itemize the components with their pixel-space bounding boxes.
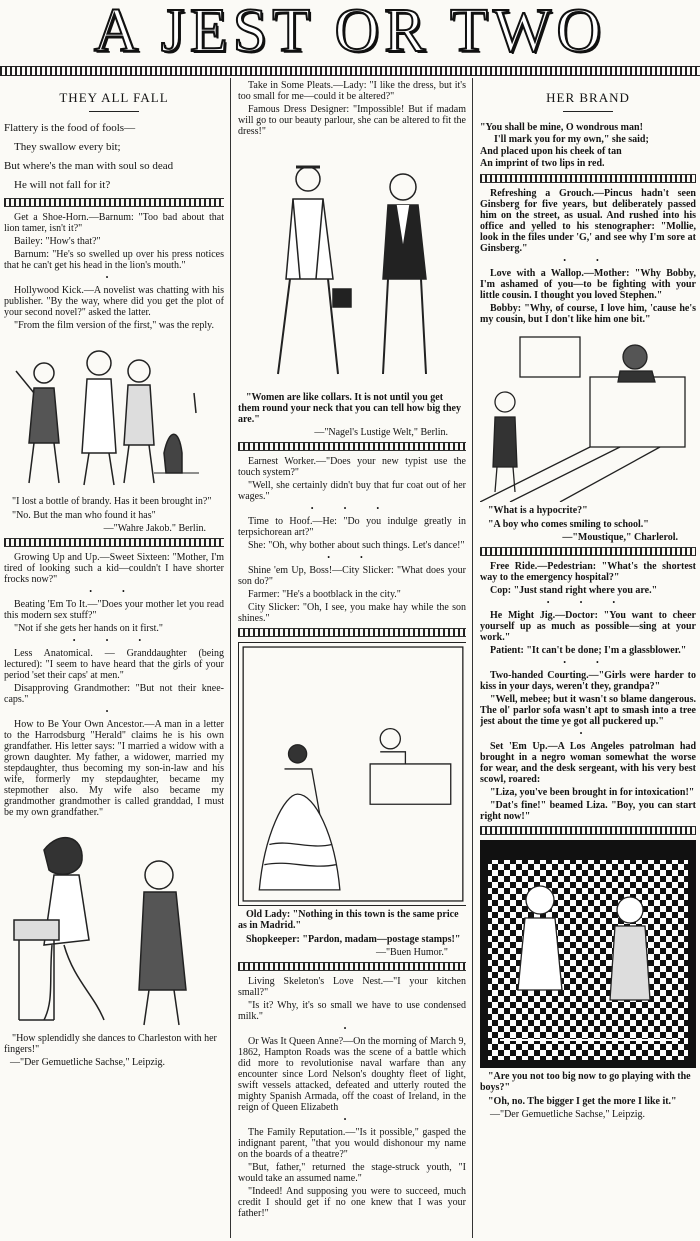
divider [563,111,613,112]
section-divider [480,547,696,556]
cartoon-shop-illustration [238,642,466,906]
dot-separator: • • [563,256,613,265]
dot-separator: • • • [546,598,630,607]
poem-line: He will not fall for it? [14,179,111,191]
dot-separator: • [105,273,123,282]
section-divider [480,174,696,183]
jest-paragraph: Bobby: "Why, of course, I love him, 'cause he's my cousin, but I don't like him one bit." [480,303,696,325]
poem-line: I'll mark you for my own," she said; [494,134,649,145]
column-2 [238,80,466,1238]
dot-separator: • [343,1024,361,1033]
cartoon-typist-illustration [4,820,224,1030]
jest-paragraph: Growing Up and Up.—Sweet Sixteen: "Mother, I'm tired of looking such a kid—couldn't I have shorter frocks now?" [4,552,224,585]
jest-paragraph: City Slicker: "Oh, I see, you make hay while the son shines." [238,602,466,624]
jest-paragraph: Bailey: "How's that?" [14,236,101,247]
jest-paragraph: Barnum: "He's so swelled up over his press notices that he can't get his head in the lion's mouth." [4,249,224,271]
caption: "Oh, no. The bigger I get the more I like it." [488,1096,677,1107]
cartoon-dandies-illustration [238,139,466,389]
section-divider [238,442,466,451]
credit: —"Der Gemuetliche Sachse," Leipzig. [490,1109,646,1120]
section-divider [4,198,224,207]
credit: —"Der Gemuetliche Sachse," Leipzig. [10,1057,166,1068]
caption: "Are you not too big now to go playing with the boys?" [480,1071,691,1093]
jest-paragraph: Hollywood Kick.—A novelist was chatting with his publisher. "By the way, where did you get the plot of your second novel?" asked the latter. [4,285,224,318]
jest-paragraph: "Dat's fine!" beamed Liza. "Boy, you can start right now!" [480,800,696,822]
dot-separator: • • [89,587,139,596]
page-title: A JEST OR TWO [93,0,607,65]
jest-paragraph: Get a Shoe-Horn.—Barnum: "Too bad about that lion tamer, isn't it?" [4,212,224,234]
column-rule [230,78,231,1238]
caption: "No. But the man who found it has" [12,510,156,521]
jest-paragraph: Shine 'em Up, Boss!—City Slicker: "What does your son do?" [238,565,466,587]
section-heading: THEY ALL FALL [59,90,169,105]
jest-paragraph: Love with a Wallop.—Mother: "Why Bobby, I'm ashamed of you—to be fighting with your little cousin. I thought you loved Stephen." [480,268,696,301]
caption: "Women are like collars. It is not until you get them round your neck that you can tell how big they are." [238,392,461,425]
jest-paragraph: Set 'Em Up.—A Los Angeles patrolman had brought in a negro woman somewhat the worse for wear, and the desk sergeant, with his very best scowl, roared: [480,741,696,785]
jest-paragraph: Earnest Worker.—"Does your new typist use the touch system?" [238,456,466,478]
jest-paragraph: Famous Dress Designer: "Impossible! But if madam will go to our beauty parlour, she can be altered to fit the dress!" [238,104,466,137]
credit: —"Nagel's Lustige Welt," Berlin. [314,427,448,438]
jest-paragraph: How to Be Your Own Ancestor.—A man in a letter to the Harrodsburg "Herald" claims he is his own grandfather. His letter says: "I married a widow with a grown daughter. My father, a widower, married my stepdaughter, thus becoming my son-in-law and his wife, formerly my stepdaughter, became my stepmother also. My wife also became my grandmother grandmother is called granddad, I must be my own grandfather." [4,719,224,818]
jest-paragraph: Beating 'Em To It.—"Does your mother let you read this modern sex stuff?" [4,599,224,621]
dot-separator: • • • [72,636,156,645]
dot-separator: • [579,729,597,738]
dot-separator: • [343,1115,361,1124]
dot-separator: • • • [310,504,394,513]
jest-paragraph: Or Was It Queen Anne?—On the morning of March 9, 1862, Hampton Roads was the scene of a battle which did more to revolutionise naval warfare than any encounter since Lord Nelson's doughty fleet of light, swift vessels attacked, defeated and utterly routed the mighty Spanish Armada, off the coast of Ireland, in the reign of Queen Elizabeth [238,1036,466,1113]
section-divider [238,962,466,971]
poem-line: And placed upon his cheek of tan [480,146,622,157]
cartoon-schoolboy-illustration [480,327,696,502]
section-heading: HER BRAND [546,90,630,105]
jest-paragraph: "Is it? Why, it's so small we have to use condensed milk." [238,1000,466,1022]
caption: "I lost a bottle of brandy. Has it been brought in?" [12,496,212,507]
poem-line: An imprint of two lips in red. [480,158,605,169]
jest-paragraph: "From the film version of the first," was the reply. [14,320,214,331]
jest-paragraph: "Not if she gets her hands on it first." [14,623,163,634]
dot-separator: • [105,707,123,716]
jest-paragraph: "But, father," returned the stage-struck youth, "I would take an assumed name." [238,1162,466,1184]
jest-paragraph: Farmer: "He's a bootblack in the city." [248,589,401,600]
jest-paragraph: The Family Reputation.—"Is it possible," gasped the indignant parent, "that you would dishonour my name on the boards of a theatre?" [238,1127,466,1160]
jest-paragraph: "Well, mebee; but it wasn't so blame dangerous. The ol' parlor sofa wasn't apt to smash into a tree jest about the time ye got all puckered up." [480,694,696,727]
credit: —"Wahre Jakob." Berlin. [103,523,206,534]
poem-line: But where's the man with soul so dead [4,160,174,172]
jest-paragraph: Refreshing a Grouch.—Pincus hadn't seen Ginsberg for five years, but deliberately passed him on the street, as usual. And rushed into his office and yelled to his stenographer: "Mollie, look in the files under 'G,' and see why I'm sore at Ginsberg." [480,188,696,254]
section-divider [4,538,224,547]
credit: —"Moustique," Charlerol. [562,532,678,543]
divider [89,111,139,112]
jest-paragraph: "Liza, you've been brought in for intoxication!" [490,787,695,798]
credit: —"Buen Humor." [375,947,448,958]
cartoon-checkered-playroom-illustration [480,840,696,1068]
jest-paragraph: Disapproving Grandmother: "But not their knee-caps." [4,683,224,705]
caption: Shopkeeper: "Pardon, madam—postage stamps!" [246,934,461,945]
column-rule [472,78,473,1238]
poem-line: "You shall be mine, O wondrous man! [480,122,643,133]
jest-paragraph: Less Anatomical. — Granddaughter (being lectured): "I seem to have heard that the girls of your period 'set their caps' at men." [4,648,224,681]
poem-line: Flattery is the food of fools— [4,122,136,134]
jest-paragraph: Take in Some Pleats.—Lady: "I like the dress, but it's too small for me—could it be altered?" [238,80,466,102]
column-1 [4,80,224,1238]
jest-paragraph: Two-handed Courting.—"Girls were harder to kiss in your days, weren't they, grandpa?" [480,670,696,692]
dot-separator: • • [327,553,377,562]
section-divider [238,628,466,637]
caption: Old Lady: "Nothing in this town is the same price as in Madrid." [238,909,459,931]
jest-paragraph: Time to Hoof.—He: "Do you indulge greatly in terpsichorean art?" [238,516,466,538]
caption: "How splendidly she dances to Charleston with her fingers!" [4,1033,217,1055]
top-border [0,66,700,76]
jest-paragraph: Cop: "Just stand right where you are." [490,585,658,596]
poem [4,122,224,192]
jest-paragraph: She: "Oh, why bother about such things. Let's dance!" [248,540,465,551]
jest-paragraph: "Well, she certainly didn't buy that fur coat out of her wages." [238,480,466,502]
jest-paragraph: Free Ride.—Pedestrian: "What's the shortest way to the emergency hospital?" [480,561,696,583]
jest-paragraph: Patient: "It can't be done; I'm a glassblower." [490,645,687,656]
poem [480,122,696,170]
caption: "A boy who comes smiling to school." [488,519,649,530]
caption: "What is a hypocrite?" [488,505,588,516]
jest-paragraph: "Indeed! And supposing you were to succeed, much credit I should get if no one knew that I was your father!" [238,1186,466,1219]
poem-line: They swallow every bit; [14,141,121,153]
column-3 [480,80,696,1238]
jest-paragraph: He Might Jig.—Doctor: "You want to cheer yourself up as much as possible—sing at your work." [480,610,696,643]
dot-separator: • • [563,658,613,667]
section-divider [480,826,696,835]
cartoon-waiter-illustration [4,333,224,493]
jest-paragraph: Living Skeleton's Love Nest.—"I your kitchen small?" [238,976,466,998]
